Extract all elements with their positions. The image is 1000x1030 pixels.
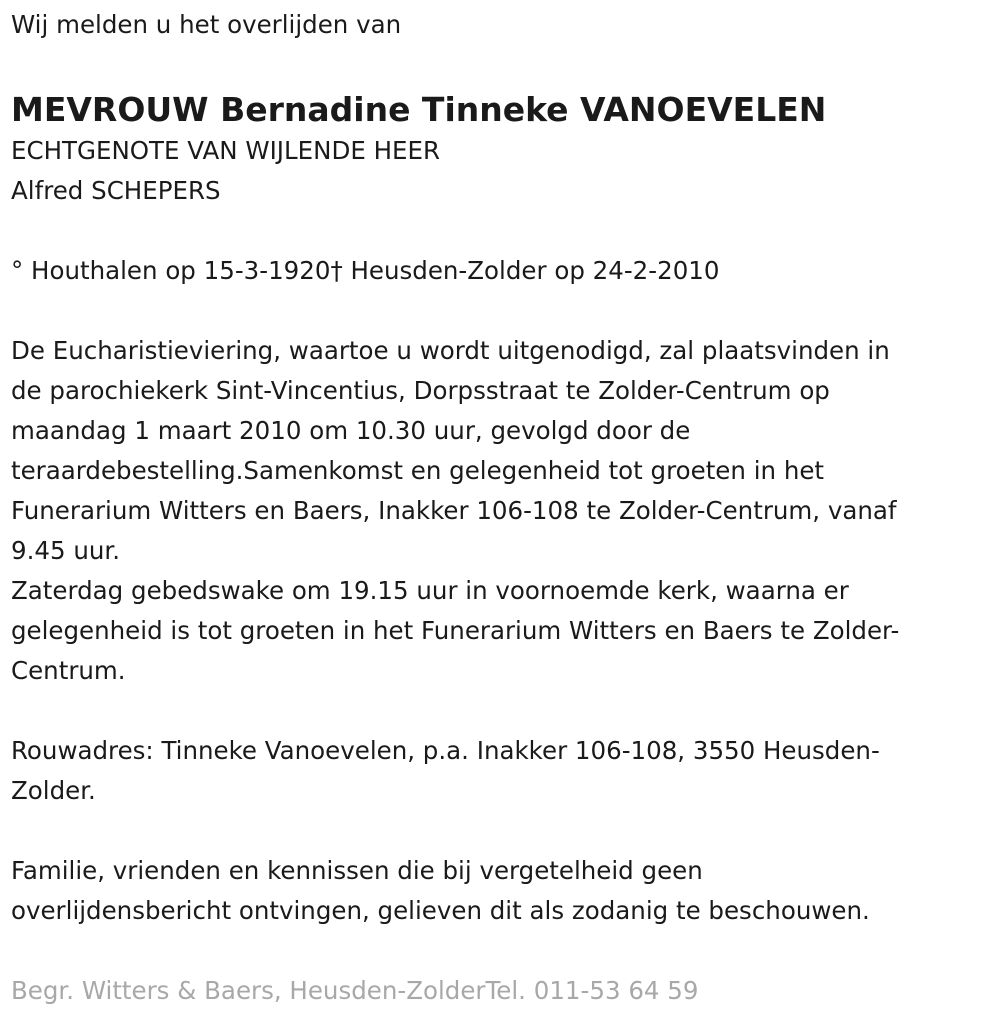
spouse-name: Alfred SCHEPERS xyxy=(11,176,221,205)
family-line: Familie, vrienden en kennissen die bij vergetelheid geen xyxy=(11,856,703,885)
birth-death-dates: ° Houthalen op 15-3-1920† Heusden-Zolder op 24-2-2010 xyxy=(11,256,720,285)
ceremony-line: 9.45 uur. xyxy=(11,536,121,565)
ceremony-line: Funerarium Witters en Baers, Inakker 106-108 te Zolder-Centrum, vanaf xyxy=(11,496,897,525)
spouse-title: ECHTGENOTE VAN WIJLENDE HEER xyxy=(11,136,441,165)
death-notice xyxy=(11,0,996,1011)
family-line: overlijdensbericht ontvingen, gelieven dit als zodanig te beschouwen. xyxy=(11,896,870,925)
ceremony-line: teraardebestelling.Samenkomst en gelegenheid tot groeten in het xyxy=(11,456,825,485)
ceremony-line: de parochiekerk Sint-Vincentius, Dorpsstraat te Zolder-Centrum op xyxy=(11,376,830,405)
deceased-name: MEVROUW Bernadine Tinneke VANOEVELEN xyxy=(11,90,827,129)
mourning-address xyxy=(11,731,996,811)
address-line: Zolder. xyxy=(11,776,96,805)
ceremony-paragraph xyxy=(11,331,996,691)
ceremony-line: maandag 1 maart 2010 om 10.30 uur, gevolgd door de xyxy=(11,416,691,445)
ceremony-line: gelegenheid is tot groeten in het Funerarium Witters en Baers te Zolder- xyxy=(11,616,900,645)
ceremony-line: De Eucharistieviering, waartoe u wordt uitgenodigd, zal plaatsvinden in xyxy=(11,336,890,365)
family-paragraph xyxy=(11,851,996,931)
ceremony-line: Zaterdag gebedswake om 19.15 uur in voornoemde kerk, waarna er xyxy=(11,576,849,605)
funeral-home-footer: Begr. Witters & Baers, Heusden-ZolderTel. 011-53 64 59 xyxy=(11,976,699,1005)
intro-text: Wij melden u het overlijden van xyxy=(11,10,402,39)
ceremony-line: Centrum. xyxy=(11,656,126,685)
address-line: Rouwadres: Tinneke Vanoevelen, p.a. Inakker 106-108, 3550 Heusden- xyxy=(11,736,880,765)
